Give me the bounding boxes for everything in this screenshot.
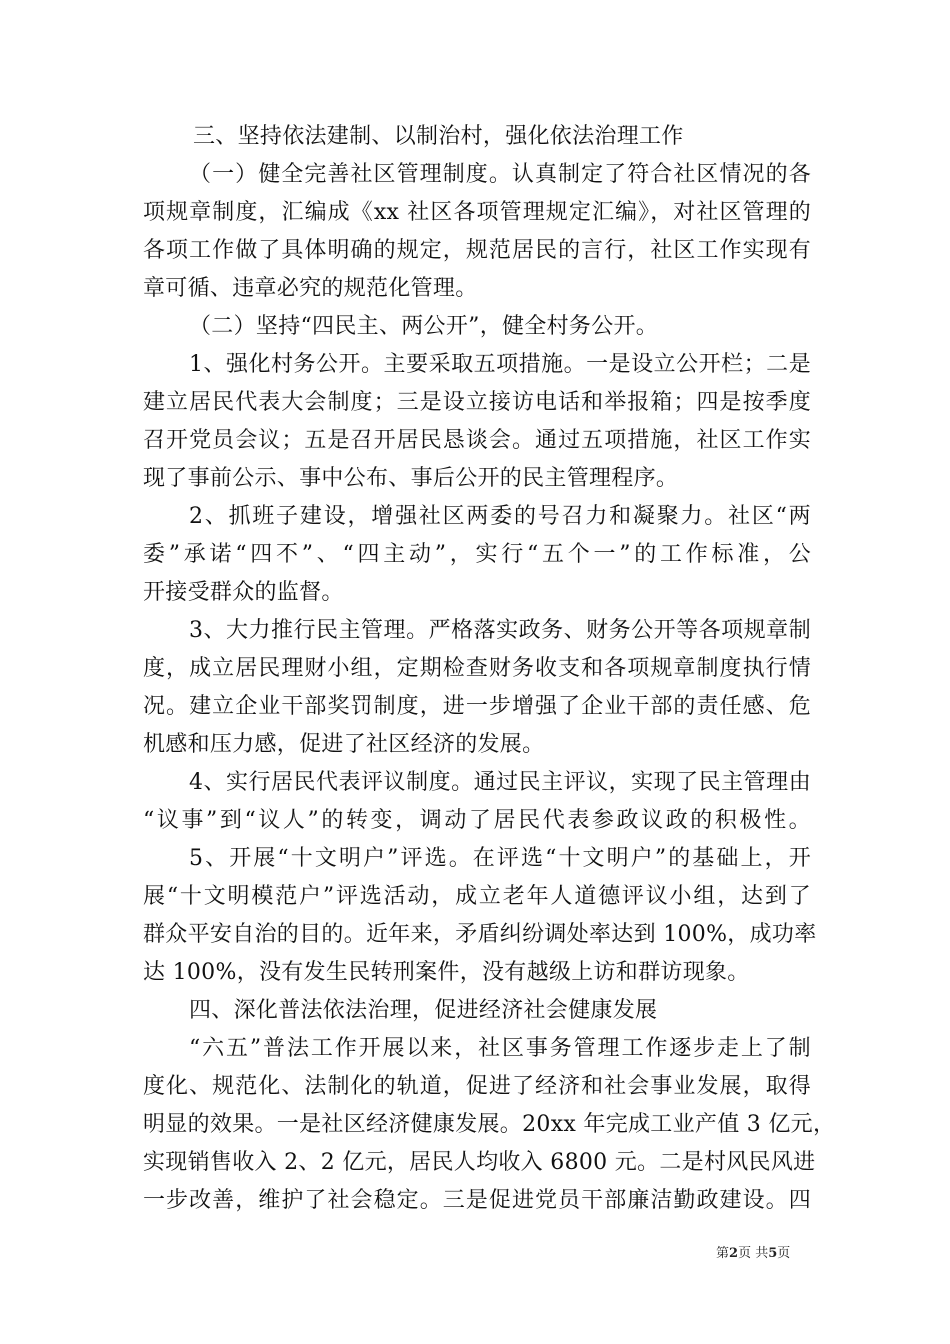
paragraph-line: 度，成立居民理财小组，定期检查财务收支和各项规章制度执行情 [143,656,811,681]
paragraph-line: 明显的效果。一是社区经济健康发展。20xx 年完成工业产值 3 亿元， [143,1112,836,1137]
paragraph-line: 群众平安自治的目的。近年来，矛盾纠纷调处率达到 100%，成功率 [143,922,817,947]
paragraph-line: 机感和压力感，促进了社区经济的发展。 [143,732,545,757]
current-page-number: 2 [729,1246,739,1261]
paragraph-line: 开接受群众的监督。 [143,580,344,605]
paragraph-line: 各项工作做了具体明确的规定，规范居民的言行，社区工作实现有 [143,238,811,263]
paragraph-line: 度化、规范化、法制化的轨道，促进了经济和社会事业发展，取得 [143,1074,811,1099]
paragraph-line: 现了事前公示、事中公布、事后公开的民主管理程序。 [143,466,679,491]
section-heading-4: 四、深化普法依法治理，促进经济社会健康发展 [189,998,658,1023]
total-page-number: 5 [768,1246,778,1261]
paragraph-line: 实现销售收入 2、2 亿元，居民人均收入 6800 元。二是村风民风进 [143,1150,816,1175]
paragraph-line: 章可循、违章必究的规范化管理。 [143,276,478,301]
paragraph-line: 3、大力推行民主管理。严格落实政务、财务公开等各项规章制 [189,618,811,643]
paragraph-line: “议事”到“议人”的转变，调动了居民代表参政议政的积极性。 [143,808,811,833]
paragraph-line: 建立居民代表大会制度；三是设立接访电话和举报箱；四是按季度 [143,390,811,415]
footer-prefix: 第 [716,1246,730,1261]
paragraph-line: 一步改善，维护了社会稳定。三是促进党员干部廉洁勤政建设。四 [143,1188,811,1213]
page-number-footer [716,1246,790,1262]
footer-suffix: 页 [777,1246,791,1261]
paragraph-line: 项规章制度，汇编成《xx 社区各项管理规定汇编》，对社区管理的 [143,200,811,225]
subsection-heading-2: （二）坚持“四民主、两公开”，健全村务公开。 [189,314,659,339]
paragraph-line: 1、强化村务公开。主要采取五项措施。一是设立公开栏；二是 [189,352,811,377]
paragraph-line: 4、实行居民代表评议制度。通过民主评议，实现了民主管理由 [189,770,811,795]
footer-middle: 页 共 [738,1246,769,1261]
section-heading-3: 三、坚持依法建制、以制治村，强化依法治理工作 [193,124,684,149]
paragraph-line: 召开党员会议；五是召开居民恳谈会。通过五项措施，社区工作实 [143,428,811,453]
paragraph-line: 达 100%，没有发生民转刑案件，没有越级上访和群访现象。 [143,960,750,985]
paragraph-line: 展“十文明模范户”评选活动，成立老年人道德评议小组，达到了 [143,884,811,909]
paragraph-line: 委”承诺“四不”、“四主动”，实行“五个一”的工作标准，公 [143,542,811,567]
paragraph-line: 况。建立企业干部奖罚制度，进一步增强了企业干部的责任感、危 [143,694,811,719]
paragraph-line: “六五”普法工作开展以来，社区事务管理工作逐步走上了制 [189,1036,811,1061]
paragraph-line: 2、抓班子建设，增强社区两委的号召力和凝聚力。社区“两 [189,504,811,529]
paragraph-line: 5、开展“十文明户”评选。在评选“十文明户”的基础上，开 [189,846,811,871]
paragraph-line: （一）健全完善社区管理制度。认真制定了符合社区情况的各 [189,162,811,187]
